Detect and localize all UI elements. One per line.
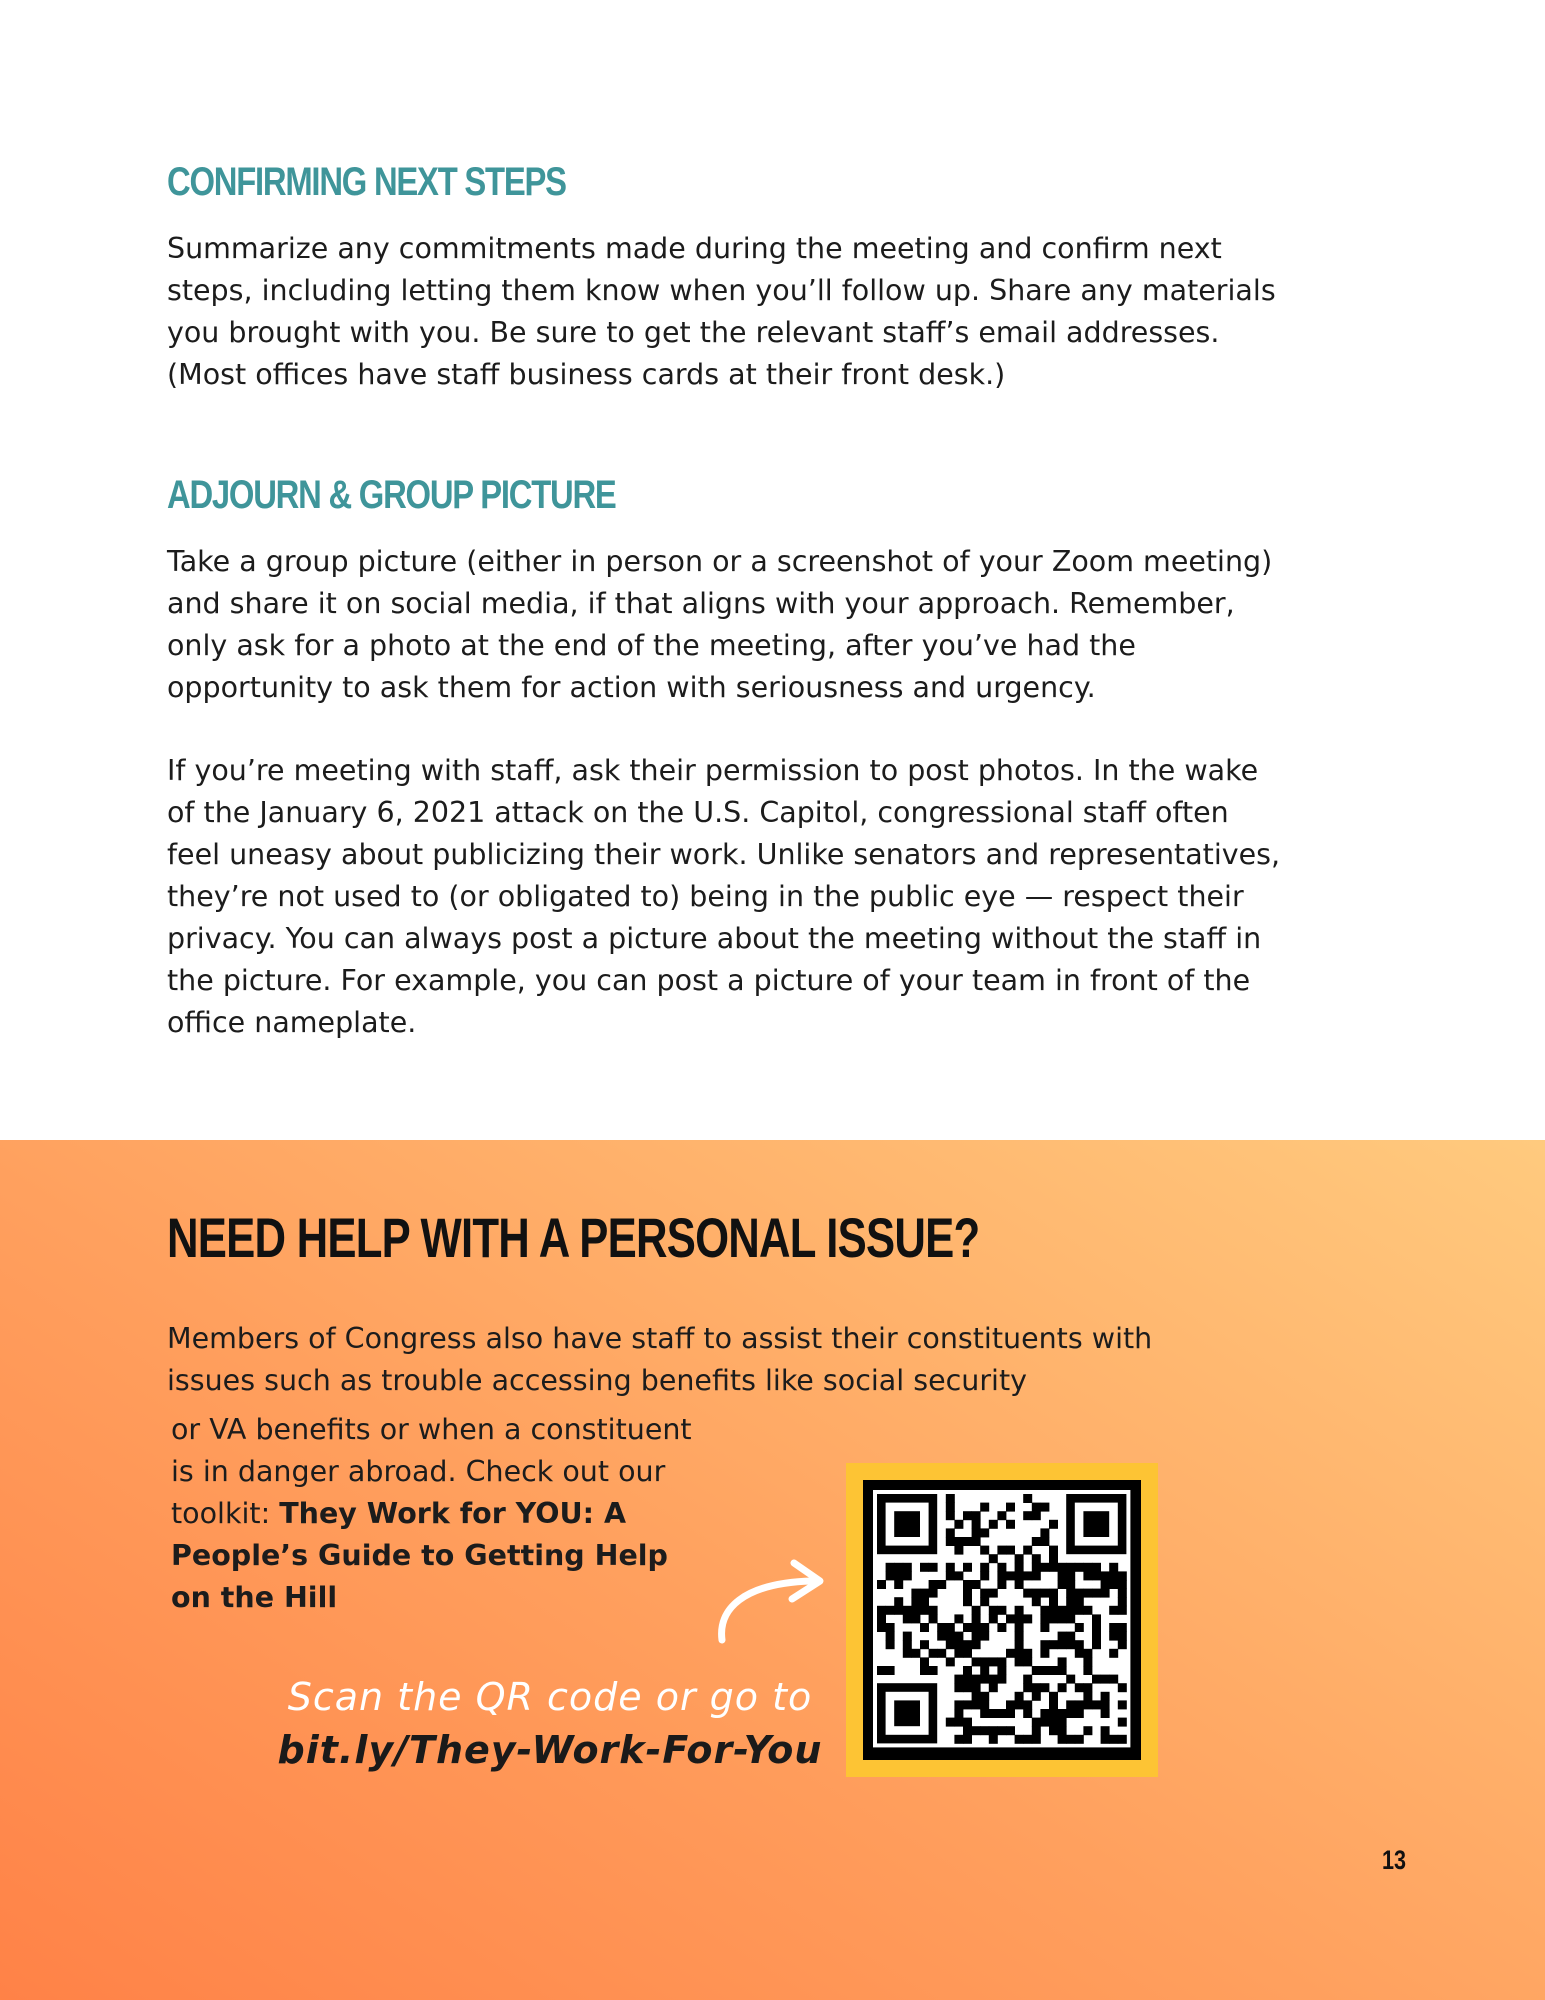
section-heading-adjourn: ADJOURN & GROUP PICTURE [167,473,616,517]
help-panel-body-text: or VA benefits or when a constituent is in danger abroad. Check out our toolkit: [171,1413,692,1530]
toolkit-link[interactable]: They Work for YOU: A People’s Guide to Getting Help on the Hill [171,1497,668,1614]
adjourn-paragraph-1: Take a group picture (either in person or a screenshot of your Zoom meeting) and share it on social media, if that aligns with your approach. Remember, only ask for a photo at the end of the meeting, after you’ve had the opportunity to ask them for action with seriousness and urgency. [167,545,1273,704]
confirming-paragraph: Summarize any commitments made during the meeting and confirm next steps, including letting them know when you’ll follow up. Share any materials you brought with you. Be sure to get the relevant staff’s email addresses. (Most offices have staff business cards at their front desk.) [167,232,1276,391]
help-panel-body [171,1409,701,1619]
help-panel-intro: Members of Congress also have staff to assist their constituents with issues such as trouble accessing benefits like social security [167,1322,1153,1397]
section-heading-confirming: CONFIRMING NEXT STEPS [167,160,566,204]
adjourn-paragraph-2: If you’re meeting with staff, ask their permission to post photos. In the wake of the January 6, 2021 attack on the U.S. Capitol, congressional staff often feel uneasy about publicizing their work. Unlike senators and representatives, they’re not used to (or obligated to) being in the public eye — respect their privacy. You can always post a picture about the meeting without the staff in the picture. For example, you can post a picture of your team in front of the office nameplate. [167,754,1281,1039]
help-panel-heading: NEED HELP WITH A PERSONAL ISSUE? [167,1206,980,1269]
arrow-icon [712,1555,832,1645]
scan-instruction: Scan the QR code or go to [287,1675,813,1719]
page-number: 13 [1382,1845,1407,1875]
short-link[interactable]: bit.ly/They-Work-For-You [277,1728,823,1772]
